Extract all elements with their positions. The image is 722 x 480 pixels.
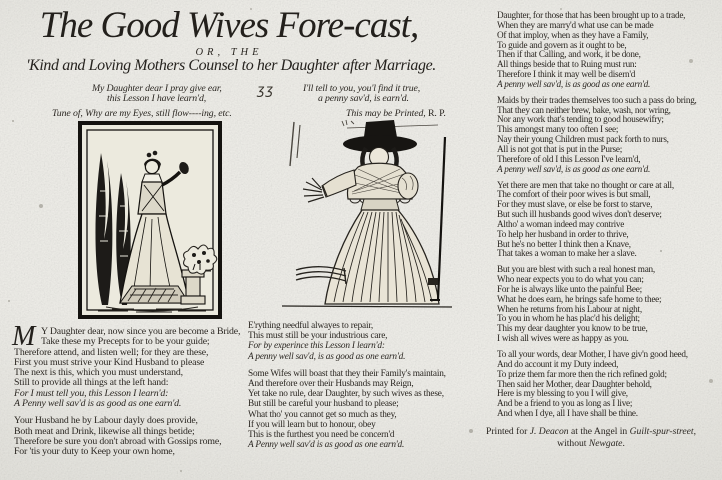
verse-line: Who near expects you to do what you can; (497, 274, 644, 285)
verse-line: But such ill husbands good wives don't deserve; (497, 209, 662, 220)
verse-line: Daughter, for those that has been brought up to a trade, (497, 10, 686, 20)
verse-line: For by experince this Lesson I learn'd: (248, 341, 385, 352)
page-title: The Good Wives Fore-cast, (39, 5, 419, 46)
text-segment: R. P. (427, 108, 446, 119)
verse-line: This must still be your industrious care, (248, 331, 388, 342)
verse-line: Then said her Mother, dear Daughter behold, (497, 378, 652, 389)
verse-line: To help her husband in order to thrive, (497, 228, 629, 239)
text-segment: , (693, 426, 696, 437)
page-subtitle: 'Kind and Loving Mothers Counsel to her Daughter after Marriage. (26, 57, 436, 74)
text-segment: at the Angel in (568, 426, 630, 437)
verse-line: This amongst many too often I see; (497, 124, 619, 135)
verse-line: A Penny well sav'd is as good as one earn'd. (14, 398, 182, 410)
verse-line: Y Daughter dear, now since you are become a Bride, (41, 326, 241, 337)
imprint-line-2 (462, 438, 720, 450)
headnote-verse-left (92, 84, 222, 105)
printers-bracket-glyph: ʒʒ (257, 83, 275, 98)
verse-line: Therefore of old I this Lesson I've learn'd, (497, 153, 641, 164)
title-or-the: OR, THE (195, 47, 263, 58)
verse-line: Take these my Precepts for to be your guide; (41, 336, 210, 348)
stanza (14, 416, 246, 457)
verse-line: But still be careful your husband to please; (248, 399, 399, 410)
verse-line: A Penny well sav'd is as good as one earn'd. (248, 440, 405, 451)
verse-line: And be a friend to you as long as I live; (497, 398, 633, 409)
verse-line: Your Husband he by Labour dayly does provide, (14, 415, 198, 427)
imprint-line-1 (462, 426, 720, 438)
verse-line: A penny well sav'd, is as good as one earn'd. (248, 351, 406, 362)
verse-line: That takes a woman to make her a slave. (497, 248, 637, 259)
stanza (12, 321, 246, 410)
text-segment: This may be Printed, (346, 108, 428, 119)
verse-line: The next is this, which you must understand, (14, 367, 183, 379)
text-segment: J. Deacon (529, 426, 569, 437)
stanza (248, 369, 458, 451)
verse-column-right (497, 11, 722, 419)
verse-line: I wish all wives were as happy as you. (497, 333, 629, 344)
ink-specks (0, 0, 2, 2)
verse-line: To you in whom he has plac'd his delight; (497, 313, 640, 324)
verse-line: Altho' a woman indeed may contrive (497, 218, 625, 229)
verse-line: For 'tis your duty to Keep your own home, (14, 446, 175, 458)
text-segment: Printed for (486, 426, 530, 437)
verse-line: Here is my blessing to you I will give, (497, 388, 628, 399)
verse-line: This my dear daughter you know to be true, (497, 323, 648, 334)
stanza (497, 350, 722, 419)
verse-line: a penny sav'd, is earn'd. (318, 93, 409, 105)
verse-line: My Daughter dear I pray give ear, (92, 83, 222, 94)
verse-line: When they are marry'd what use can be made (497, 19, 654, 30)
verse-line: And do account it my Duty indeed, (497, 358, 619, 369)
verse-line: To prize them far more then the rich refined gold; (497, 368, 667, 379)
verse-line: But he's no better I think then a Knave, (497, 238, 631, 249)
verse-column-left (12, 321, 246, 458)
verse-line: Nor any work that's tending to good housewifry; (497, 114, 664, 125)
verse-line: E'rything needful alwayes to repair, (248, 321, 373, 331)
verse-line: this Lesson I have learn'd, (107, 93, 206, 105)
text-segment: . (622, 437, 625, 449)
verse-line: Therefore be sure you don't abroad with Gossips rome, (14, 435, 222, 447)
printer-imprint (462, 426, 720, 449)
verse-line: What tho' you cannot get so much as they, (248, 409, 397, 420)
verse-line: Of that imploy, when as they have a Family, (497, 29, 649, 40)
figure-woodcut-illustration (280, 112, 456, 314)
verse-line: Maids by their trades themselves too such a pass do bring, (497, 94, 697, 105)
verse-line: If you will learn but to honour, obey (248, 419, 376, 430)
verse-line: The comfort of their poor wives is but small, (497, 189, 651, 200)
verse-line: That they can neither brew, bake, wash, nor wring, (497, 104, 671, 115)
verse-column-middle (248, 321, 458, 450)
verse-line: Still to provide all things at the left hand: (14, 377, 169, 389)
verse-line: Yet take no rule, dear Daughter, by such wives as these, (248, 389, 444, 400)
verse-line: This is the furthest you need be concern'd (248, 430, 395, 441)
verse-line: A penny well sav'd, is as good as one earn'd. (497, 78, 651, 89)
verse-line: Nay their young Children must pack forth to nurs, (497, 134, 669, 145)
verse-line: All things beside that to Ruing must run: (497, 59, 637, 70)
verse-line: To all your words, dear Mother, I have giv'n good heed, (497, 349, 688, 359)
tune-direction: Tune of, Why are my Eyes, still flow----ing, etc. (52, 108, 232, 119)
verse-line: A penny well sav'd, is as good as one earn'd. (497, 163, 651, 174)
verse-line: First you must strive your Kind Husband to please (14, 356, 205, 368)
verse-line: Therefore I think it may well be disern'd (497, 69, 636, 80)
verse-line: And when I dye, all I have shall be thine. (497, 408, 638, 419)
verse-line: All is not got that is put in the Purse; (497, 143, 623, 154)
verse-line: But you are blest with such a real honest man, (497, 264, 655, 275)
verse-line: Therefore attend, and listen well; for they are these, (14, 346, 209, 358)
verse-line: Then if that Calling, and work, it be done, (497, 49, 641, 60)
verse-line: For they must slave, or else be forst to starve, (497, 199, 653, 210)
stanza (497, 181, 722, 260)
stanza (497, 11, 722, 90)
text-segment: Guilt-spur-street (629, 426, 694, 437)
verse-line: I'll tell to you, you'l find it true, (303, 83, 421, 94)
verse-line: For I must tell you, this Lesson I learn'd: (14, 387, 169, 399)
verse-line: For he is always like unto the painful Bee; (497, 283, 642, 294)
stanza (248, 321, 458, 362)
verse-line: And therefore over their Husbands may Reign, (248, 379, 414, 390)
verse-line: Both meat and Drink, likewise all things betide; (14, 425, 195, 437)
drop-cap: M (12, 321, 36, 352)
stanza (497, 96, 722, 175)
verse-line: When he returns from his Labour at night, (497, 303, 642, 314)
text-segment: without (557, 437, 589, 449)
verse-line: Some Wifes will boast that they their Family's maintain, (248, 368, 446, 379)
stanza-lines (12, 321, 246, 410)
text-segment: Newgate (588, 437, 623, 449)
verse-line: What he does earn, he brings safe home to thee; (497, 293, 662, 304)
stanza (497, 265, 722, 344)
verse-line: To guide and govern as it ought to be, (497, 39, 627, 50)
headnote-verse-right (303, 84, 420, 105)
verse-line: Yet there are men that take no thought or care at all, (497, 179, 674, 190)
woman-woodcut-illustration (78, 121, 222, 319)
